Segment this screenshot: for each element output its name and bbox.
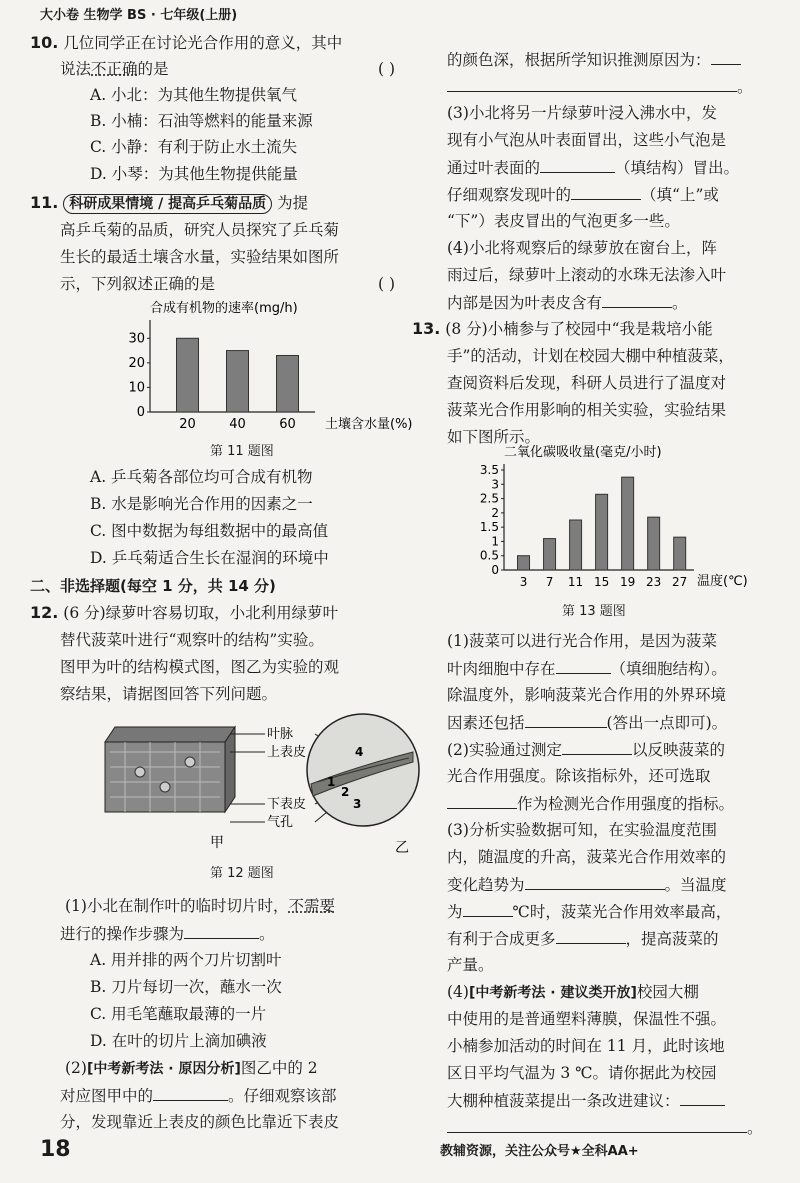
q13-line2: 手”的活动，计划在校园大棚中种植菠菜， (447, 347, 734, 365)
q13-s3-line2: 内，随温度的升高，菠菜光合作用效率的 (447, 848, 727, 866)
q13-line5: 如下图所示。 (447, 428, 541, 446)
footer-watermark-text: 教辅资源，关注公众号★全科AA+ (440, 1144, 639, 1159)
q12-line1: (6 分)绿萝叶容易切取，小北利用绿萝叶 (63, 604, 339, 622)
q13-s2-line2: 光合作用强度。除该指标外，还可选取 (447, 767, 711, 785)
q12-figure-caption: 第 12 题图 (210, 866, 274, 881)
q13-s3f: ℃时，菠菜光合作用效率最高， (512, 903, 732, 921)
x-tick-label: 23 (646, 575, 662, 589)
q13-s3-line1: (3)分析实验数据可知，在实验温度范围 (447, 821, 717, 839)
q13-s2-blank2[interactable] (447, 792, 517, 809)
q12-leaf-figure (95, 712, 415, 856)
q13-s1-line1: (1)菠菜可以进行光合作用，是因为菠菜 (447, 632, 717, 650)
bar (227, 351, 249, 412)
q11-line2: 生长的最适土壤含水量，实验结果如图所 (60, 248, 340, 266)
q13-s3g: 有利于合成更多 (447, 930, 556, 948)
y-tick-label: 2 (491, 505, 499, 520)
q12-sub2-blank[interactable] (153, 1084, 228, 1101)
q11-answer-paren[interactable]: ( ) (377, 275, 395, 293)
q12-cont-line1 (447, 48, 741, 71)
q13-s3e: 为 (447, 903, 463, 921)
q12-sub3-line2: 现有小气泡从叶表面冒出，这些小气泡是 (447, 131, 727, 149)
q10-option-c[interactable]: C. 小静：有利于防止水土流失 (90, 138, 298, 156)
page-number: 18 (40, 1137, 71, 1162)
q12-sub2-tag-text: 中考新考法 · 原因分析 (93, 1061, 235, 1077)
q13-s3-blank1[interactable] (525, 873, 665, 890)
q13-s2-blank1[interactable] (562, 738, 632, 755)
q13-s3-line4 (447, 900, 731, 923)
q13-s1f: (答出一点即可)。 (606, 714, 728, 732)
circle-num-4: 4 (355, 745, 364, 759)
q12-sub2-line3: 分，发现靠近上表皮的颜色比靠近下表皮 (60, 1113, 340, 1131)
y-tick-label: 3.5 (479, 463, 499, 477)
microscope-view-circle (307, 714, 419, 826)
y-tick-label: 30 (128, 331, 145, 347)
circle-num-1: 1 (327, 775, 336, 789)
q12-sub2-pre: (2) (65, 1059, 87, 1077)
q10-option-d[interactable]: D. 小琴：为其他生物提供能量 (90, 165, 298, 183)
q13-s4-end: 。 (747, 1119, 763, 1137)
section-heading: 二、非选择题(每空 1 分，共 14 分) (30, 577, 276, 595)
bar (177, 338, 199, 412)
q12-line2: 替代菠菜叶进行“观察叶的结构”实验。 (60, 631, 324, 649)
q12-sub1-emphasis: 不需要 (288, 897, 335, 915)
q13-s4-line4: 区日平均气温为 3 ℃。请你据此为校园 (447, 1064, 717, 1082)
q10-number: 10. (30, 33, 59, 52)
q11-option-b[interactable]: B. 水是影响光合作用的因素之一 (90, 495, 313, 513)
x-tick-label: 3 (519, 575, 528, 589)
q12-stem (30, 602, 338, 624)
q13-s3h: ，提高菠菜的 (625, 930, 719, 948)
q13-s3-blank2[interactable] (463, 900, 513, 917)
q10-emphasis (91, 60, 138, 78)
q13-s1-line4 (447, 711, 727, 734)
bar (544, 539, 556, 570)
q12-line3: 图甲为叶的结构模式图，图乙为实验的观 (60, 658, 340, 676)
q12-sub4-line2: 雨过后，绿萝叶上滚动的水珠无法渗入叶 (447, 266, 727, 284)
q13-s4-line5 (447, 1089, 725, 1112)
q11-option-c[interactable]: C. 图中数据为每组数据中的最高值 (90, 522, 329, 540)
bar (648, 517, 660, 570)
q12-sub2 (65, 1057, 318, 1080)
q13-s4-line6 (447, 1116, 763, 1139)
bar (596, 494, 608, 570)
figure-yi-label: 乙 (395, 840, 409, 856)
q11-line3 (60, 273, 395, 295)
y-tick-label: 1.5 (479, 520, 499, 535)
circle-num-2: 2 (341, 785, 350, 799)
q13-s4-line1 (447, 981, 699, 1004)
bar (674, 537, 686, 570)
page-header: 大小卷 生物学 BS · 七年级(上册) (40, 8, 238, 23)
x-tick-label: 27 (672, 575, 688, 589)
q13-bar-chart (462, 442, 762, 587)
q11-stem (30, 192, 308, 214)
label-upper-epidermis: 上表皮 (267, 745, 307, 760)
x-tick-label: 60 (279, 417, 296, 432)
x-tick-label: 11 (567, 575, 584, 589)
q12-sub1-line2 (60, 922, 275, 945)
q13-s4-line3: 小楠参加活动的时间在 11 月，此时该地 (447, 1037, 725, 1055)
q12-sub4-blank[interactable] (602, 291, 672, 308)
q13-s4pre: (4) (447, 983, 469, 1001)
q12-sub3-l4b: （填“上”或 (641, 186, 719, 204)
q12-sub2-line2 (60, 1084, 337, 1107)
q13-s1-blank2[interactable] (525, 711, 607, 728)
q11-option-d[interactable]: D. 乒乓菊适合生长在湿润的环境中 (90, 549, 329, 567)
x-tick-label: 40 (229, 417, 246, 432)
q13-s3-line3 (447, 873, 727, 896)
q13-s3-blank3[interactable] (556, 927, 626, 944)
q10-stem-line1: 几位同学正在讨论光合作用的意义，其中 (63, 34, 343, 52)
chart11-title: 合成有机物的速率(mg/h) (150, 301, 298, 316)
q13-line1: (8 分)小楠参与了校园中“我是栽培小能 (445, 320, 713, 338)
bar (518, 556, 530, 570)
q13-s1e: 因素还包括 (447, 714, 525, 732)
y-tick-label: 0 (136, 405, 145, 420)
bar (622, 477, 634, 570)
bar (277, 355, 299, 412)
q11-line3-text: 示，下列叙述正确的是 (60, 275, 216, 293)
circle-num-3: 3 (353, 797, 362, 811)
q12-cont-line2 (447, 75, 753, 98)
q10-emphasis-text: 不正确 (91, 60, 138, 78)
q12-sub3-blank1[interactable] (540, 156, 615, 173)
bar (570, 520, 582, 570)
q13-s4-blank2[interactable] (447, 1116, 747, 1133)
q12-sub3-l4a: 仔细观察发现叶的 (447, 186, 572, 204)
q10-stem2-pre: 说法 (60, 60, 92, 78)
q13-s4post: 校园大棚 (636, 983, 699, 1001)
q13-s1-blank1[interactable] (556, 657, 611, 674)
q13-s3d: 。当温度 (664, 876, 727, 894)
q12-sub2-tag: [中考新考法 · 原因分析] (86, 1061, 241, 1077)
q13-s4-tag: [中考新考法 · 建议类开放] (468, 985, 637, 1001)
q12-cont-blank-b[interactable] (447, 75, 737, 92)
label-lower-epidermis: 下表皮 (267, 797, 307, 812)
q12-cont-end: 。 (737, 78, 753, 96)
y-tick-label: 20 (128, 355, 145, 371)
label-vein: 叶脉 (267, 727, 294, 742)
q12-sub1-b: 进行的操作步骤为 (60, 925, 185, 943)
q13-line3: 查阅资料后发现，科研人员进行了温度对 (447, 374, 727, 392)
label-stoma: 气孔 (267, 815, 294, 830)
q10-option-b[interactable]: B. 小楠：石油等燃料的能量来源 (90, 112, 313, 130)
q12-sub1-option-d[interactable]: D. 在叶的切片上滴加碘液 (90, 1032, 267, 1050)
q12-sub1-a: (1)小北在制作叶的临时切片时， (65, 897, 289, 915)
q13-s2d: 作为检测光合作用强度的指标。 (517, 795, 735, 813)
q13-s3-line6: 产量。 (447, 956, 494, 974)
q12-sub4-l3: 内部是因为叶表皮含有 (447, 294, 603, 312)
q12-sub4-end: 。 (672, 294, 688, 312)
q12-sub3-line1: (3)小北将另一片绿萝叶浸入沸水中，发 (447, 104, 717, 122)
y-tick-label: 0 (491, 563, 499, 577)
q12-sub4-line3 (447, 291, 688, 314)
q12-sub3-l3a: 通过叶表面的 (447, 159, 541, 177)
leaf-structure-drawing (105, 727, 235, 812)
q10-stem (30, 32, 342, 54)
chart13-xlabel: 温度(℃) (697, 574, 748, 589)
q12-sub3-line5: “下”）表皮冒出的气泡更多一些。 (447, 212, 680, 230)
q13-s2a: (2)实验通过测定 (447, 741, 562, 759)
q11-bar-chart (110, 300, 413, 432)
q12-sub1-option-c[interactable]: C. 用毛笔蘸取最薄的一片 (90, 1005, 267, 1023)
q11-stem-end: 为提 (277, 194, 309, 212)
chart11-xlabel: 土壤含水量(%) (325, 417, 413, 432)
y-tick-label: 2.5 (479, 491, 499, 506)
y-tick-label: 0.5 (479, 548, 499, 563)
chart13-title: 二氧化碳吸收量(毫克/小时) (504, 445, 662, 460)
q13-s3c: 变化趋势为 (447, 876, 525, 894)
x-tick-label: 19 (619, 575, 636, 589)
q13-s4-tag-text: 中考新考法 · 建议类开放 (475, 985, 631, 1001)
q12-sub2-l2a: 对应图甲中的 (60, 1087, 154, 1105)
q12-number: 12. (30, 603, 59, 622)
q13-s1b: 叶肉细胞中存在 (447, 660, 556, 678)
q12-sub3-line4 (447, 183, 719, 206)
q12-sub1-end: 。 (259, 925, 275, 943)
q10-answer-paren[interactable]: ( ) (377, 60, 395, 78)
q13-s2-line3 (447, 792, 734, 815)
q12-cont-blank-a[interactable] (711, 48, 741, 65)
q13-s4-blank1[interactable] (680, 1089, 725, 1106)
q13-s2b: 以反映菠菜的 (631, 741, 725, 759)
q12-sub1 (65, 895, 335, 917)
q10-option-a[interactable]: A. 小北：为其他生物提供氧气 (90, 86, 298, 104)
q11-line1: 高乒乓菊的品质，研究人员探究了乒乓菊 (60, 221, 340, 239)
q12-sub4-line1: (4)小北将观察后的绿萝放在窗台上，阵 (447, 239, 717, 257)
q13-number: 13. (412, 319, 441, 338)
q11-number: 11. (30, 193, 59, 212)
q10-stem2-post: 的是 (137, 60, 169, 78)
q13-s1-line3: 除温度外，影响菠菜光合作用的外界环境 (447, 686, 727, 704)
q13-s1-line2 (447, 657, 727, 680)
q12-sub2-post: 图乙中的 2 (240, 1059, 318, 1077)
x-tick-label: 7 (545, 575, 554, 589)
q12-sub3-l3b: （填结构）冒出。 (615, 159, 740, 177)
q11-option-a[interactable]: A. 乒乓菊各部位均可合成有机物 (90, 468, 313, 486)
q13-figure-caption: 第 13 题图 (562, 604, 626, 619)
q13-stem (412, 318, 713, 340)
q12-sub3-line3 (447, 156, 739, 179)
y-tick-label: 3 (491, 477, 499, 492)
y-tick-label: 1 (491, 534, 499, 549)
q13-s2-line1 (447, 738, 725, 761)
q11-context-tag: 科研成果情境 / 提高乒乓菊品质 (63, 194, 272, 214)
x-tick-label: 15 (593, 575, 610, 589)
q12-line4: 察结果，请据图回答下列问题。 (60, 685, 278, 703)
q13-s4e: 大棚种植菠菜提出一条改进建议： (447, 1092, 680, 1110)
x-tick-label: 20 (179, 417, 196, 432)
figure-jia-label: 甲 (210, 835, 224, 851)
q13-line4: 菠菜光合作用影响的相关实验，实验结果 (447, 401, 727, 419)
q12-sub1-blank[interactable] (184, 922, 259, 939)
y-tick-label: 10 (128, 380, 145, 396)
q12-cont-l1-text: 的颜色深，根据所学知识推测原因为： (447, 51, 711, 69)
q13-s3-line5 (447, 927, 719, 950)
q12-sub2-l2b: 。仔细观察该部 (228, 1087, 337, 1105)
q13-s4-line2: 中使用的是普通塑料薄膜，保温性不强。 (447, 1010, 727, 1028)
q12-sub1-option-a[interactable]: A. 用并排的两个刀片切割叶 (90, 951, 282, 969)
q12-sub3-blank2[interactable] (571, 183, 641, 200)
q11-figure-caption: 第 11 题图 (210, 444, 274, 459)
q10-stem-line2 (60, 58, 395, 80)
q12-sub1-option-b[interactable]: B. 刀片每切一次，蘸水一次 (90, 978, 282, 996)
q13-s1c: （填细胞结构）。 (610, 660, 727, 678)
